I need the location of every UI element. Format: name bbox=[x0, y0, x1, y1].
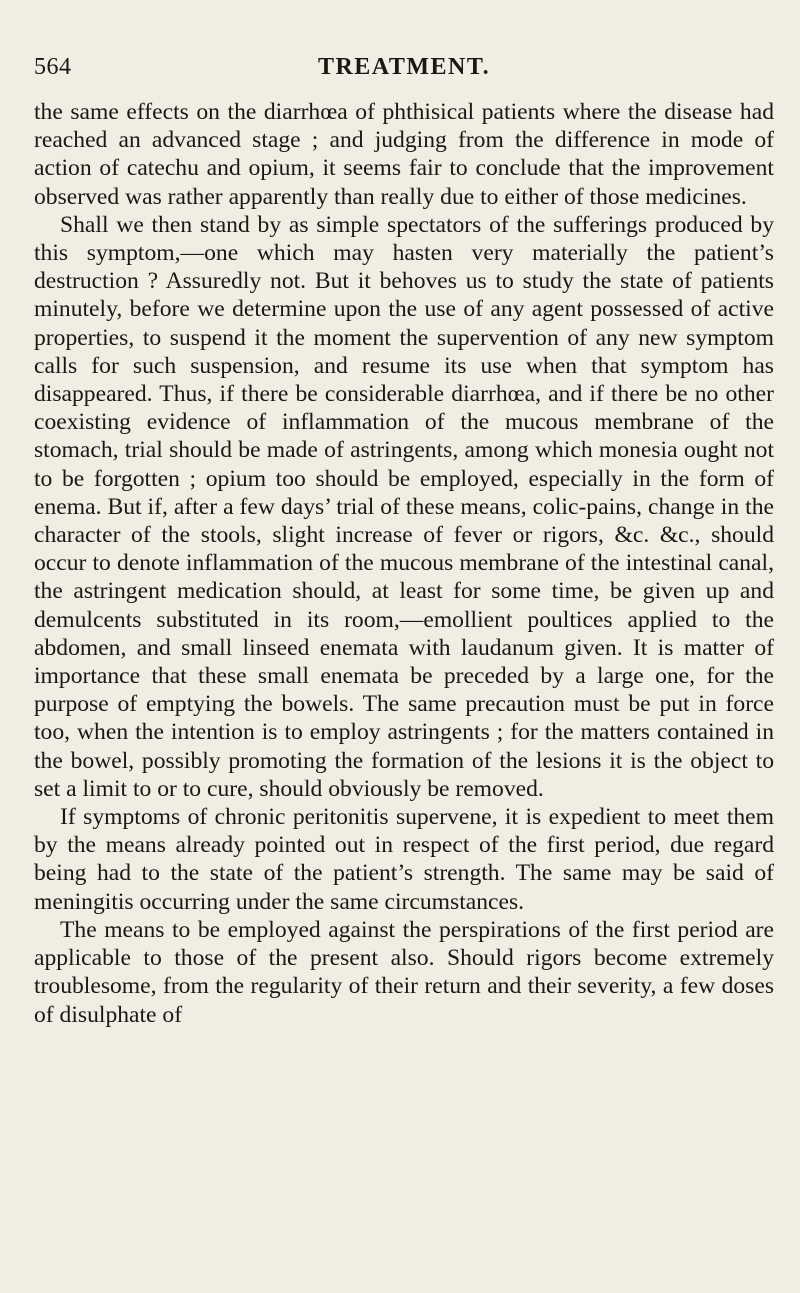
running-head bbox=[34, 54, 774, 88]
paragraph-spectators: Shall we then stand by as simple spectators of the sufferings produced by this symptom,—one which may hasten very materially the patient’s destruction ? Assuredly not. But it behoves us to study the state of patients minutely, before we determine upon the use of any agent possessed of active properties, to suspend it the moment the supervention of any new symptom calls for such suspension, and resume its use when that symptom has disappeared. Thus, if there be considerable diarrhœa, and if there be no other coexisting evidence of inflammation of the mucous membrane of the stomach, trial should be made of astringents, among which monesia ought not to be forgotten ; opium too should be employed, especially in the form of enema. But if, after a few days’ trial of these means, colic-pains, change in the character of the stools, slight increase of fever or rigors, &c. &c., should occur to denote inflammation of the mucous membrane of the intestinal canal, the astringent medication should, at least for some time, be given up and demulcents substituted in its room,—emollient poultices applied to the abdomen, and small linseed enemata with laudanum given. It is matter of importance that these small enemata be preceded by a large one, for the purpose of emptying the bowels. The same precaution must be put in force too, when the intention is to employ astringents ; for the matters contained in the bowel, possibly promoting the formation of the lesions it is the object to set a limit to or to cure, should obviously be removed. bbox=[34, 211, 774, 802]
paragraph-perspirations: The means to be employed against the perspirations of the first period are applicable to those of the present also. Should rigors become extremely troublesome, from the regularity of their return and their severity, a few doses of disulphate of bbox=[34, 916, 774, 1028]
body-text bbox=[34, 98, 774, 1029]
running-title: TREATMENT. bbox=[317, 54, 491, 80]
paragraph-continued: the same effects on the diarrhœa of phthisical patients where the disease had reached an advanced stage ; and judging from the difference in mode of action of catechu and opium, it seems fair to conclude that the improvement observed was rather apparently than really due to either of those medicines. bbox=[34, 99, 774, 210]
paragraph-peritonitis: If symptoms of chronic peritonitis supervene, it is expedient to meet them by the means already pointed out in respect of the first period, due regard being had to the state of the patient’s strength. The same may be said of meningitis occurring under the same circumstances. bbox=[34, 804, 774, 915]
page-number: 564 bbox=[34, 54, 72, 80]
